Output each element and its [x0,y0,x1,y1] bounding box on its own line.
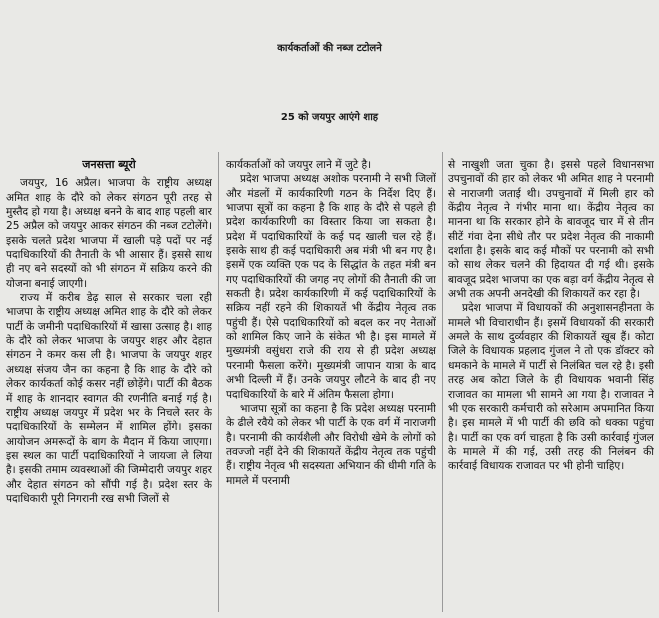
article-column-2 [226,158,436,618]
headline-line-1: कार्यकर्ताओं की नब्ज टटोलने [277,43,382,54]
column-divider-1 [218,152,219,612]
paragraph: राज्य में करीब डेढ़ साल से सरकार चला रही भाजपा के राष्ट्रीय अध्यक्ष अमित शाह के दौरे को लेकर पार्टी के जमीनी पदाधिकारियों में खासा उत्साह है। शाह के दौरे को लेकर भाजपा के जयपुर शहर और देहात संगठन ने कमर कस ली है। भाजपा के जयपुर शहर अध्यक्ष संजय जैन का कहना है कि शाह के दौरे को लेकर कार्यकर्ता कोई कसर नहीं छोड़ेंगे। पार्टी की बैठक में शाह के शानदार स्वागत की रणनीति बनाई गई है। राष्ट्रीय अध्यक्ष जयपुर में प्रदेश भर के निचले स्तर के पदाधिकारियों के सम्मेलन में शामिल होंगे। इसका आयोजन अमरूदों के बाग के मैदान में किया जाएगा। इस स्थल का पार्टी पदाधिकारियों ने जायजा ले लिया है। इसकी तमाम व्यवस्थाओं की जिम्मेदारी जयपुर शहर और देहात संगठन को सौंपी गई है। प्रदेश स्तर के पदाधिकारी पूरी निगरानी रख सभी जिलों से [6,292,212,505]
byline: जनसत्ता ब्यूरो [82,158,136,171]
column-divider-2 [442,152,443,612]
paragraph: प्रदेश भाजपा अध्यक्ष अशोक परनामी ने सभी जिलों और मंडलों में कार्यकारिणी गठन के निर्देश दिए हैं। भाजपा सूत्रों का कहना है कि शाह के दौरे से पहले ही प्रदेश कार्यकारिणी का विस्तार किया जा सकता है। प्रदेश में पदाधिकारियों के कई पद खाली चल रहे हैं। इसके साथ ही कई पदाधिकारी अब मंत्री भी बन गए है। इसमें एक व्यक्ति एक पद के सिद्धांत के तहत मंत्री बन गए पदाधिकारियों की जगह नए लोगों की तैनाती की जा सकती है। प्रदेश कार्यकारिणी में कई पदाधिकारियों के सक्रिय नहीं रहने की शिकायतें भी केंद्रीय नेतृत्व तक पहुंची हैं। ऐसे पदाधिकारियों को बदल कर नए नेताओं को शामिल किए जाने के संकेत भी है। इस मामले में मुख्यमंत्री वसुंधरा राजे की राय से ही प्रदेश अध्यक्ष परनामी फैसला करेंगे। मुख्यमंत्री जापान यात्रा के बाद अभी दिल्ली में हैं। उनके जयपुर लौटने के बाद ही नए पदाधिकारियों के बारे में अंतिम फैसला होगा। [226,173,436,401]
headline-line-2: 25 को जयपुर आएंगे शाह [280,112,379,123]
paragraph: कार्यकर्ताओं को जयपुर लाने में जुटे है। [226,159,372,171]
paragraph: भाजपा सूत्रों का कहना है कि प्रदेश अध्यक्ष परनामी के ढीले रवैये को लेकर भी पार्टी के एक वर्ग में नाराजगी है। परनामी की कार्यशैली और विरोधी खेमे के लोगों को तवज्जो नहीं देने की शिकायतें केंद्रीय नेतृत्व तक पहुंची हैं। राष्ट्रीय नेतृत्व भी सदस्यता अभियान की धीमी गति के मामले में परनामी [226,402,436,487]
paragraph: जयपुर, 16 अप्रैल। भाजपा के राष्ट्रीय अध्यक्ष अमित शाह के दौरे को लेकर संगठन पूरी तरह से मुस्तैद हो गया है। अध्यक्ष बनने के बाद शाह पहली बार 25 अप्रैल को जयपुर आकर संगठन की नब्ज टटोलेंगे। इसके चलते प्रदेश भाजपा में खाली पड़े पदों पर नई पदाधिकारियों की तैनाती के भी आसार हैं। इससे साथ ही नए बने सदस्यों को भी संगठन में सक्रिय करने की योजना बनाई जाएगी। [6,177,212,290]
paragraph: से नाखुशी जता चुका है। इससे पहले विधानसभा उपचुनावों की हार को लेकर भी अमित शाह ने परनामी से नाराजगी जताई थी। उपचुनावों में मिली हार को केंद्रीय नेतृत्व ने गंभीर माना था। केंद्रीय नेतृत्व का मानना था कि सरकार होने के बावजूद चार में से तीन सीटें गंवा देना सीधे तौर पर प्रदेश नेतृत्व की नाकामी दर्शाता है। इसके बाद कई मौकों पर परनामी को सभी को साथ लेकर चलने की हिदायत दी गई थी। इसके बावजूद प्रदेश भाजपा का एक बड़ा वर्ग केंद्रीय नेतृत्व से अभी तक अपनी अनदेखी की शिकायतें कर रहा है। [448,159,654,301]
article-column-3 [448,158,654,618]
paragraph: प्रदेश भाजपा में विधायकों की अनुशासनहीनता के मामले भी विचाराधीन हैं। इसमें विधायकों की सरकारी अमले के साथ दुर्व्यवहार की शिकायतें खूब हैं। कोटा जिले के विधायक प्रहलाद गुंजल ने तो एक डॉक्टर को धमकाने के मामले में पार्टी से निलंबित चल रहे है। इसी तरह अब कोटा जिले के ही विधायक भवानी सिंह राजावत का मामला भी सामने आ गया है। राजावत ने भी एक सरकारी कर्मचारी को सरेआम अपमानित किया है। इस मामले में भी पार्टी की छवि को धक्का पहुंचा है। पार्टी का एक वर्ग चाहता है कि उसी कार्रवाई गुंजल के मामले में की गई, उसी तरह की निलंबन की कार्रवाई विधायक राजावत पर भी होनी चाहिए। [448,302,654,473]
article-column-1 [6,152,212,612]
